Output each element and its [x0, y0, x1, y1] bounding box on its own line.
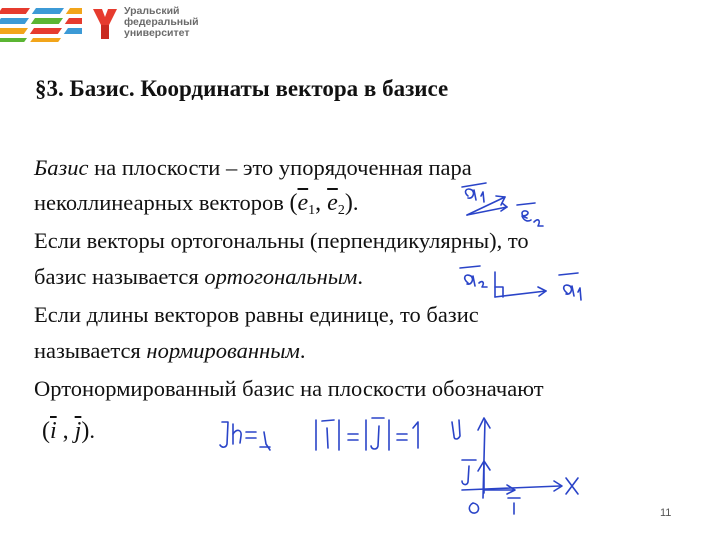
handwritten-basis-sketch: [462, 183, 543, 226]
vector-e1: $\overline{e}$: [297, 190, 309, 216]
line-6-text: называется: [34, 338, 147, 363]
body-line-4: [34, 264, 363, 290]
handwritten-axes-sketch: [452, 418, 578, 514]
term-orthogonal: ортогональным: [204, 264, 358, 289]
body-line-2: [34, 190, 358, 219]
line-1-text: на плоскости – это упорядоченная пара: [88, 155, 472, 180]
handwritten-orthogonal-sketch: [460, 266, 581, 300]
logo-line-2: федеральный: [124, 16, 199, 28]
logo-stripes: [0, 8, 82, 42]
logo-line-1: Уральский: [124, 5, 180, 17]
body-line-3: Если векторы ортогональны (перпендикулярны), то: [34, 228, 529, 253]
body-line-5: Если длины векторов равны единице, то базис: [34, 302, 479, 327]
formula-orthonormal-basis: ($\overline{i}$ , $\overline{j}$): [42, 418, 90, 444]
line-2-end: .: [352, 190, 359, 215]
vector-e2: $\overline{e}$: [327, 190, 338, 216]
vector-j: $\overline{j}$: [74, 418, 82, 444]
slide-title: §3. Базис. Координаты вектора в базисе: [35, 76, 449, 101]
body-line-7: Ортонормированный базис на плоскости обозначают: [34, 376, 544, 401]
line-8-end: .: [89, 418, 95, 443]
line-2-text: неколлинеарных векторов: [34, 190, 290, 215]
vector-e1-index: 1: [308, 203, 316, 218]
page-number: 11: [660, 507, 672, 519]
term-normalized: нормированным: [146, 338, 300, 363]
line-4-end: .: [357, 264, 363, 289]
logo-mark-icon: [90, 6, 120, 42]
logo-text: [124, 6, 199, 39]
term-basis: Базис: [34, 155, 89, 180]
body-line-1: [34, 155, 472, 181]
line-6-end: .: [299, 338, 306, 363]
line-4-text: базис называется: [34, 264, 205, 289]
handwritten-unit-length: [220, 418, 418, 450]
vector-e2-index: 2: [337, 203, 345, 218]
body-line-6: [34, 338, 305, 364]
vector-i: $\overline{i}$: [50, 418, 57, 444]
formula-basis-pair: ($\overline{e}_1$, $\overline{e}_2$): [289, 190, 353, 218]
body-line-8: [42, 418, 95, 445]
logo-line-3: университет: [124, 27, 190, 39]
